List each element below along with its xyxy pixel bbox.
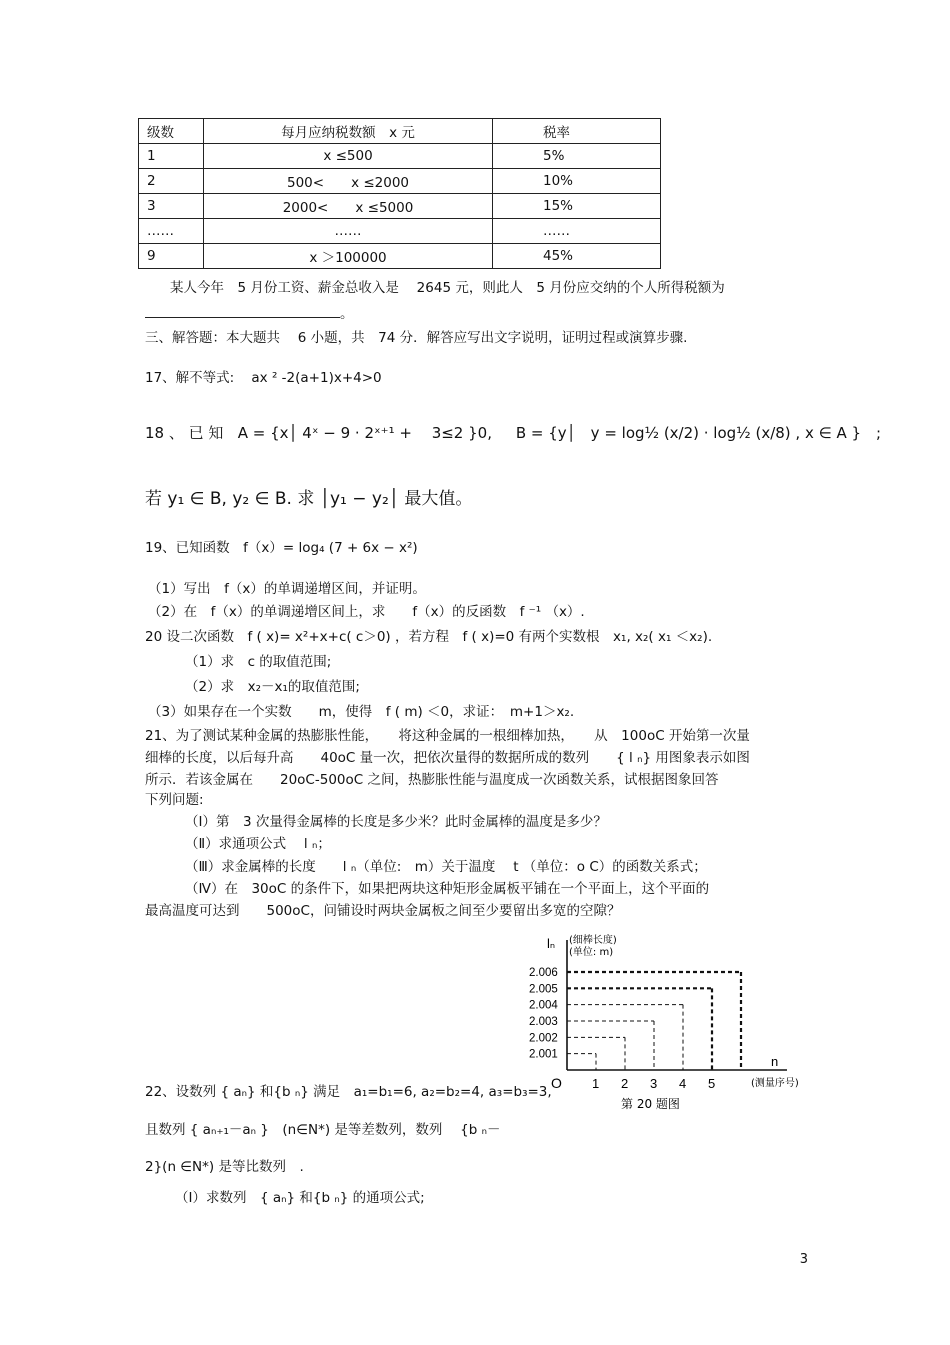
table-cell: 1 (139, 144, 204, 169)
q21-line3: 所示．若该金属在 20oC-500oC 之间，热膨胀性能与温度成一次函数关系，试根据图象回答 (145, 772, 719, 788)
q21-line2: 细棒的长度，以后每升高 40oC 量一次，把依次量得的数据所成的数列 { l ₙ} 用图象表示如图 (145, 750, 750, 766)
x-tick-label: 3 (650, 1076, 658, 1091)
q16-text: 某人今年 5 月份工资、薪金总收入是 2645 元，则此人 5 月份应交纳的个人所得税额为 (170, 280, 725, 296)
length-chart (525, 928, 825, 1113)
q19-part1: （1）写出 f（x）的单调递增区间，并证明。 (148, 581, 426, 597)
x-tick-label: 2 (621, 1076, 629, 1091)
y-tick-label: 2.006 (529, 967, 558, 979)
table-row (139, 219, 661, 244)
x-axis-label: n (771, 1054, 779, 1069)
table-cell: …… (139, 219, 204, 244)
q18-set-b: B = {y│ y = log½ (x/2) · log½ (x/8) , x ∈ A } ; (515, 424, 882, 442)
table-cell: …… (493, 219, 661, 244)
q21-part4-cont: 最高温度可达到 500oC，问铺设时两块金属板之间至少要留出多宽的空隙？ (145, 903, 621, 919)
q17 (145, 366, 382, 386)
q20-part1: （1）求 c 的取值范围; (185, 654, 332, 670)
table-row (139, 144, 661, 169)
table-cell: 3 (139, 194, 204, 219)
table-cell: 10% (493, 169, 661, 194)
table-row (139, 194, 661, 219)
y-tick-label: 2.005 (529, 983, 558, 996)
q21-line1: 21、为了测试某种金属的热膨胀性能， 将这种金属的一根细棒加热， 从 100oC 开始第一次量 (145, 728, 750, 744)
page-number: 3 (799, 1252, 808, 1267)
x-tick-label: 1 (592, 1076, 600, 1091)
chart-title: 第 20 题图 (621, 1097, 680, 1111)
table-row (139, 244, 661, 269)
q18-line2: 若 y₁ ∈ B, y₂ ∈ B. 求 │y₁ − y₂│ 最大值。 (145, 489, 473, 509)
table-cell: 2000< x ≤5000 (204, 194, 493, 219)
x-tick-label: 5 (708, 1076, 716, 1091)
table-cell: 500< x ≤2000 (204, 169, 493, 194)
table-cell: …… (204, 219, 493, 244)
q20-stem: 20 设二次函数 f ( x)= x²+x+c( c＞0) ，若方程 f ( x)=0 有两个实数根 x₁, x₂( x₁ ＜x₂). (145, 629, 713, 645)
q21-line4: 下列问题: (145, 792, 204, 808)
tax-rate-table (138, 118, 661, 269)
y-tick-label: 2.001 (529, 1048, 558, 1061)
origin-label: O (551, 1075, 562, 1091)
q20-part2: （2）求 x₂－x₁的取值范围; (185, 679, 360, 695)
q22-part1: （Ⅰ）求数列 { aₙ} 和{b ₙ} 的通项公式; (175, 1190, 425, 1206)
y-axis-note: (细棒长度) (569, 935, 617, 946)
y-axis-label: lₙ (547, 936, 556, 951)
table-header-row (139, 119, 661, 144)
table-cell: 5% (493, 144, 661, 169)
table-header: 每月应纳税数额 x 元 (204, 119, 493, 144)
table-header: 税率 (493, 119, 661, 144)
q21-part4: （Ⅳ）在 30oC 的条件下，如果把两块这种矩形金属板平铺在一个平面上，这个平面的 (185, 881, 710, 897)
table-cell: 9 (139, 244, 204, 269)
table-cell: x ≤500 (204, 144, 493, 169)
q17-expr: ax ² -2(a+1)x+4>0 (251, 370, 382, 386)
q19-stem: 19、已知函数 f（x）= log₄ (7 + 6x − x²) (145, 540, 418, 556)
q16-answer-line (145, 302, 354, 322)
table-header: 级数 (139, 119, 204, 144)
q18-label: 18 、 已 知 (145, 424, 224, 442)
table-row (139, 169, 661, 194)
q22-line2: 且数列 { aₙ₊₁－aₙ } (n∈N*) 是等差数列，数列 {b ₙ－ (145, 1122, 501, 1138)
q16-end: 。 (340, 306, 354, 322)
x-tick-label: 4 (679, 1076, 687, 1091)
y-tick-label: 2.004 (529, 999, 558, 1012)
table-cell: 45% (493, 244, 661, 269)
x-axis-note: (测量序号) (751, 1078, 799, 1089)
table-cell: 2 (139, 169, 204, 194)
q20-part3: （3）如果存在一个实数 m，使得 f ( m) ＜0，求证： m+1＞x₂. (148, 704, 575, 720)
q19-part2: （2）在 f（x）的单调递增区间上，求 f（x）的反函数 f ⁻¹ （x）. (148, 604, 585, 620)
q18-set-a: A = {x│ 4ˣ − 9 · 2ˣ⁺¹ + 3≤2 }0, (237, 424, 492, 442)
q21-part3: （Ⅲ）求金属棒的长度 l ₙ（单位: m）关于温度 t （单位：o C）的函数关系式； (185, 859, 707, 875)
y-tick-label: 2.002 (529, 1032, 558, 1045)
section-3-heading: 三、解答题：本大题共 6 小题，共 74 分．解答应写出文字说明，证明过程或演算步骤. (145, 330, 688, 346)
q21-part1: （Ⅰ）第 3 次量得金属棒的长度是多少米？此时金属棒的温度是多少？ (185, 814, 607, 830)
q22-line3: 2}(n ∈N*) 是等比数列 . (145, 1159, 304, 1175)
q21-part2: （Ⅱ）求通项公式 l ₙ； (185, 836, 331, 852)
y-axis-note: (单位: m) (569, 947, 614, 958)
q17-label: 17、解不等式: (145, 370, 235, 386)
q18-line1 (145, 422, 881, 443)
table-cell: 15% (493, 194, 661, 219)
q22-line1: 22、设数列 { aₙ} 和{b ₙ} 满足 a₁=b₁=6, a₂=b₂=4, a₃=b₃=3, (145, 1084, 552, 1100)
table-cell: x ＞100000 (204, 244, 493, 269)
y-tick-label: 2.003 (529, 1016, 558, 1028)
